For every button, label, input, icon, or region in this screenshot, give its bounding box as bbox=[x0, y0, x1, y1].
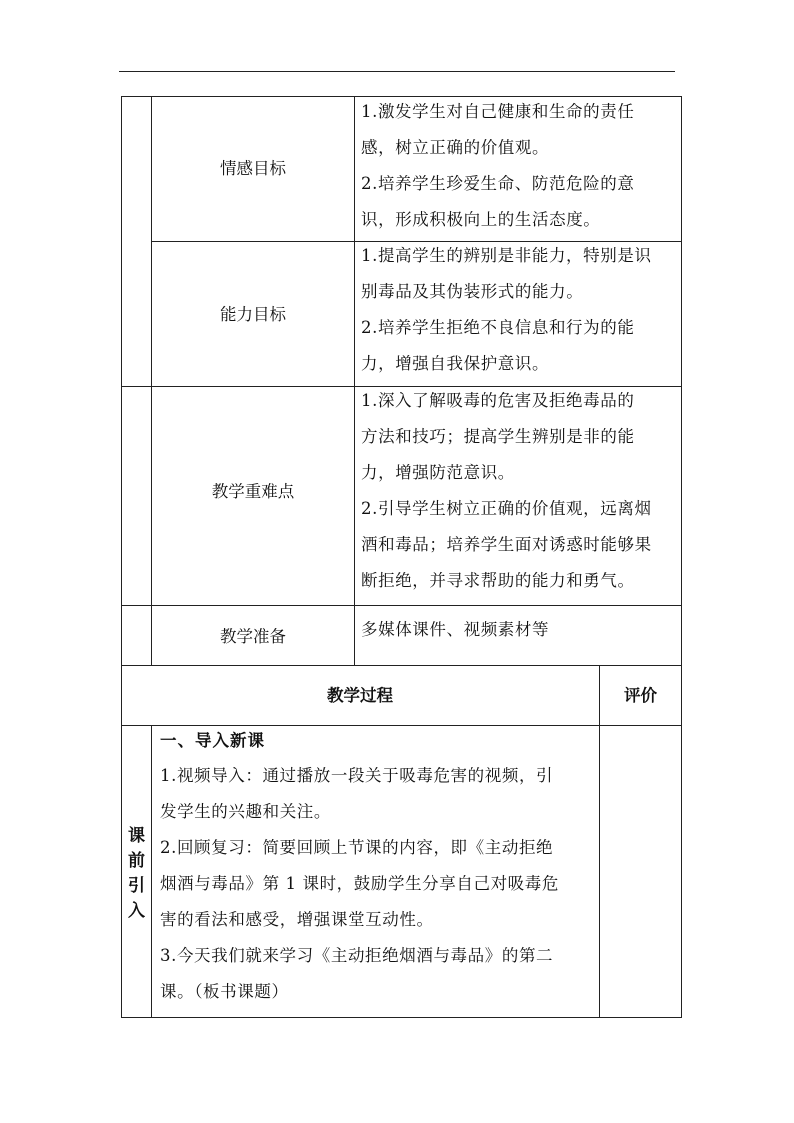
row-label-key-points: 教学重难点 bbox=[211, 482, 295, 501]
content-line: 力，增强防范意识。 bbox=[361, 463, 515, 482]
content-line: 力，增强自我保护意识。 bbox=[361, 354, 550, 373]
content-line: 2.培养学生珍爱生命、防范危险的意 bbox=[361, 174, 635, 193]
side-label-char: 引 bbox=[128, 876, 145, 896]
page-header-rule bbox=[119, 71, 675, 72]
content-line: 1.激发学生对自己健康和生命的责任 bbox=[361, 102, 635, 121]
side-label-char: 课 bbox=[128, 826, 145, 846]
content-line: 识，形成积极向上的生活态度。 bbox=[361, 210, 601, 229]
content-line: 感，树立正确的价值观。 bbox=[361, 138, 550, 157]
content-line: 方法和技巧；提高学生辨别是非的能 bbox=[361, 427, 635, 446]
table-border-bottom bbox=[121, 1017, 682, 1018]
row-label-ability-goal: 能力目标 bbox=[220, 305, 286, 324]
content-line: 酒和毒品；培养学生面对诱惑时能够果 bbox=[361, 535, 652, 554]
row-divider-3 bbox=[121, 605, 682, 606]
content-line: 课。（板书课题） bbox=[160, 982, 289, 1001]
content-line: 害的看法和感受，增强课堂互动性。 bbox=[160, 910, 434, 929]
content-line: 2.引导学生树立正确的价值观，远离烟 bbox=[361, 499, 652, 518]
row-divider-4 bbox=[121, 665, 682, 666]
row-label-emotional-goal: 情感目标 bbox=[220, 159, 286, 178]
content-line: 1.视频导入：通过播放一段关于吸毒危害的视频，引 bbox=[160, 766, 554, 785]
evaluation-header: 评价 bbox=[624, 686, 657, 705]
content-line: 2.培养学生拒绝不良信息和行为的能 bbox=[361, 318, 635, 337]
evaluation-cell bbox=[600, 726, 681, 1017]
table-border-right bbox=[681, 96, 682, 1018]
content-line: 断拒绝，并寻求帮助的能力和勇气。 bbox=[361, 571, 635, 590]
content-line: 烟酒与毒品》第 1 课时，鼓励学生分享自己对吸毒危 bbox=[160, 874, 559, 893]
side-label-char: 前 bbox=[128, 851, 145, 871]
content-line: 发学生的兴趣和关注。 bbox=[160, 802, 331, 821]
side-label-char: 入 bbox=[128, 901, 145, 921]
row-label-preparation: 教学准备 bbox=[220, 627, 286, 646]
content-line: 1.深入了解吸毒的危害及拒绝毒品的 bbox=[361, 391, 635, 410]
content-line: 2.回顾复习：简要回顾上节课的内容，即《主动拒绝 bbox=[160, 838, 554, 857]
content-line: 3.今天我们就来学习《主动拒绝烟酒与毒品》的第二 bbox=[160, 946, 554, 965]
content-line: 1.提高学生的辨别是非能力，特别是识 bbox=[361, 246, 652, 265]
process-header: 教学过程 bbox=[327, 686, 393, 705]
col-divider-2 bbox=[354, 96, 355, 666]
row-content-preparation: 多媒体课件、视频素材等 bbox=[361, 620, 550, 639]
content-line: 别毒品及其伪装形式的能力。 bbox=[361, 282, 584, 301]
col-divider-1 bbox=[151, 96, 152, 666]
section-heading: 一、导入新课 bbox=[160, 731, 265, 750]
